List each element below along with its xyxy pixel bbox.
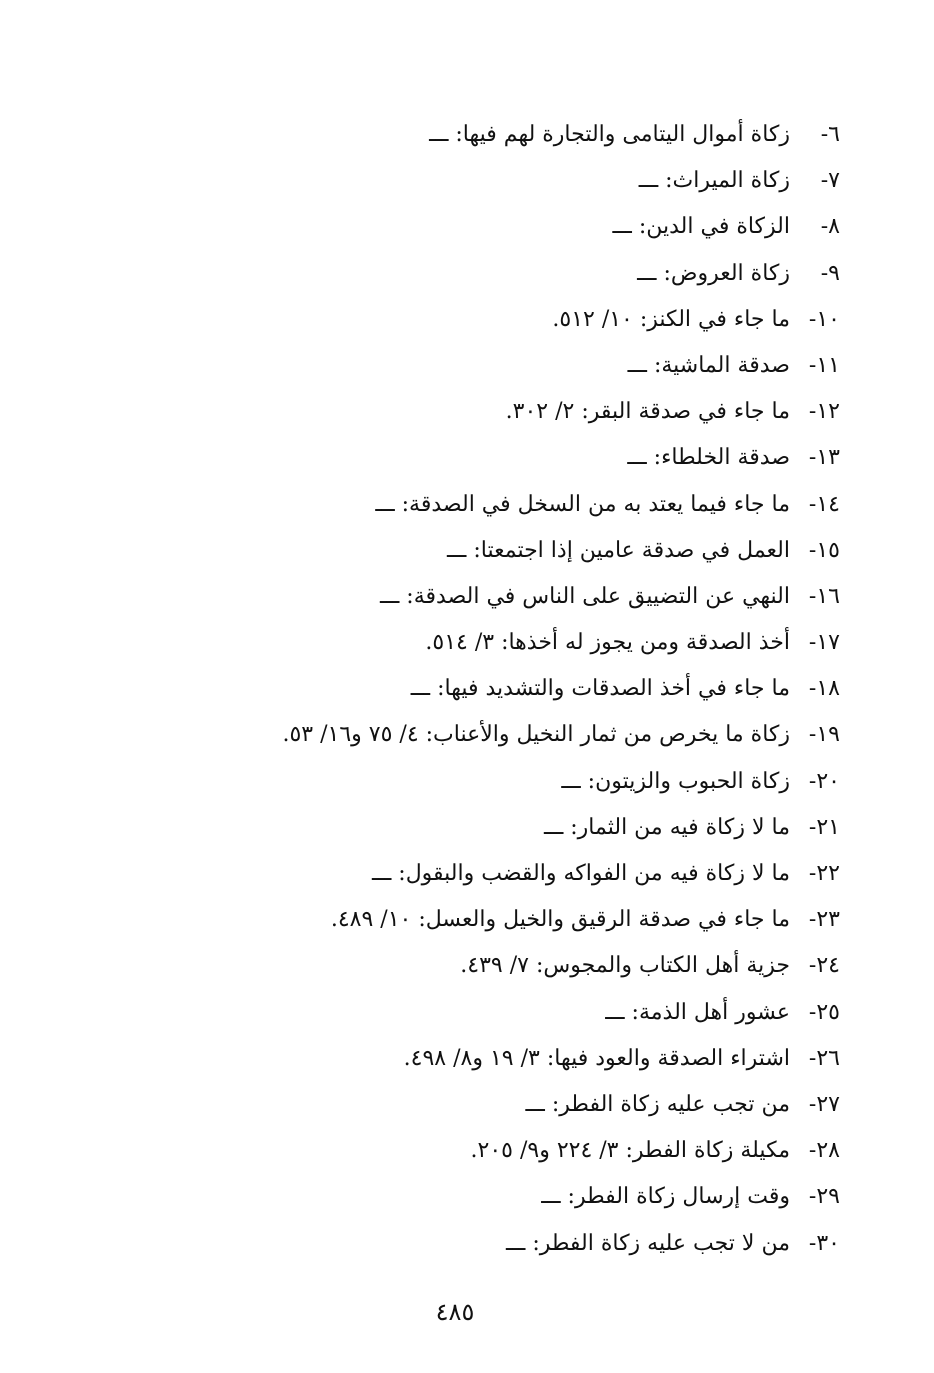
entry-number: ١٥- [808, 537, 840, 563]
entry-text: جزية أهل الكتاب والمجوس: ٧/ ٤٣٩. [460, 953, 790, 979]
list-item [140, 482, 840, 528]
list-item [140, 759, 840, 805]
entry-number: ٢٦- [808, 1045, 840, 1071]
entry-number: ١٤- [808, 491, 840, 517]
entry-number: ٣٠- [808, 1230, 840, 1256]
list-item [140, 343, 840, 389]
entry-number: ١٠- [808, 306, 840, 332]
entry-number: ١٩- [808, 722, 840, 748]
entry-text: أخذ الصدقة ومن يجوز له أخذها: ٣/ ٥١٤. [425, 630, 790, 656]
entry-text: زكاة أموال اليتامى والتجارة لهم فيها: ـــ [429, 122, 790, 147]
entry-text: ما جاء في صدقة الرقيق والخيل والعسل: ١٠/ ٤٨٩. [330, 907, 790, 933]
list-item [140, 1082, 840, 1128]
list-item [140, 251, 840, 297]
list-item [140, 435, 840, 481]
entry-text: ما جاء في صدقة البقر: ٢/ ٣٠٢. [505, 399, 790, 425]
entry-number: ١٨- [808, 676, 840, 702]
entry-number: ٢٢- [808, 861, 840, 886]
list-item [140, 112, 840, 158]
entry-text: مكيلة زكاة الفطر: ٣/ ٢٢٤ و٩/ ٢٠٥. [470, 1138, 790, 1164]
list-item [140, 805, 840, 851]
entry-text: ما جاء فيما يعتد به من السخل في الصدقة: ـــ [375, 491, 790, 517]
list-item [140, 574, 840, 620]
entry-text: الزكاة في الدين: ـــ [612, 214, 790, 240]
entry-number: ٢١- [808, 814, 840, 840]
list-item [140, 1128, 840, 1174]
entry-number: ٢٩- [808, 1184, 840, 1210]
entry-list [140, 112, 840, 1267]
list-item [140, 204, 840, 250]
page-number: ٤٨٥ [435, 1298, 475, 1326]
list-item [140, 528, 840, 574]
entry-text: زكاة ما يخرص من ثمار النخيل والأعناب: ٤/ ٧٥ و١٦/ ٥٣. [282, 722, 790, 748]
list-item [140, 620, 840, 666]
list-item [140, 1036, 840, 1082]
entry-text: النهي عن التضييق على الناس في الصدقة: ـــ [379, 583, 790, 609]
list-item [140, 1174, 840, 1220]
list-item [140, 389, 840, 435]
entry-number: ٩- [820, 260, 840, 286]
entry-text: من لا تجب عليه زكاة الفطر: ـــ [505, 1230, 790, 1256]
entry-number: ٢٤- [808, 953, 840, 979]
entry-text: ما لا زكاة فيه من الثمار: ـــ [543, 814, 790, 840]
list-item [140, 943, 840, 989]
entry-text: زكاة العروض: ـــ [637, 260, 790, 286]
entry-text: ما جاء في أخذ الصدقات والتشديد فيها: ـــ [410, 676, 790, 702]
entry-text: من تجب عليه زكاة الفطر: ـــ [525, 1091, 790, 1117]
entry-text: العمل في صدقة عامين إذا اجتمعتا: ـــ [447, 537, 790, 563]
entry-text: زكاة الميراث: ـــ [638, 168, 790, 194]
list-item [140, 712, 840, 758]
entry-number: ١٧- [808, 630, 840, 656]
entry-number: ٢٠- [808, 768, 840, 794]
entry-text: ما جاء في الكنز: ١٠/ ٥١٢. [552, 306, 790, 332]
entry-number: ١١- [808, 352, 840, 378]
entry-number: ١٣- [808, 445, 840, 471]
entry-number: ٧- [820, 168, 840, 194]
entry-text: اشتراء الصدقة والعود فيها: ٣/ ١٩ و٨/ ٤٩٨. [403, 1045, 790, 1071]
entry-number: ٢٧- [808, 1091, 840, 1117]
entry-text: زكاة الحبوب والزيتون: ـــ [561, 768, 790, 794]
list-item [140, 851, 840, 897]
entry-text: ما لا زكاة فيه من الفواكه والقضب والبقول: ـــ [371, 861, 790, 886]
list-item [140, 990, 840, 1036]
entry-number: ٦- [820, 122, 840, 147]
entry-number: ٢٣- [808, 907, 840, 933]
entry-number: ٢٨- [808, 1138, 840, 1164]
entry-text: عشور أهل الذمة: ـــ [605, 999, 790, 1025]
list-item [140, 666, 840, 712]
list-item [140, 897, 840, 943]
list-item [140, 158, 840, 204]
entry-number: ١٦- [808, 583, 840, 609]
entry-number: ٢٥- [808, 999, 840, 1025]
list-item [140, 297, 840, 343]
entry-number: ١٢- [808, 399, 840, 425]
entry-text: صدقة الخلطاء: ـــ [627, 445, 790, 471]
list-item [140, 1221, 840, 1267]
entry-text: صدقة الماشية: ـــ [627, 352, 790, 378]
entry-text: وقت إرسال زكاة الفطر: ـــ [541, 1184, 790, 1210]
entry-number: ٨- [820, 214, 840, 240]
